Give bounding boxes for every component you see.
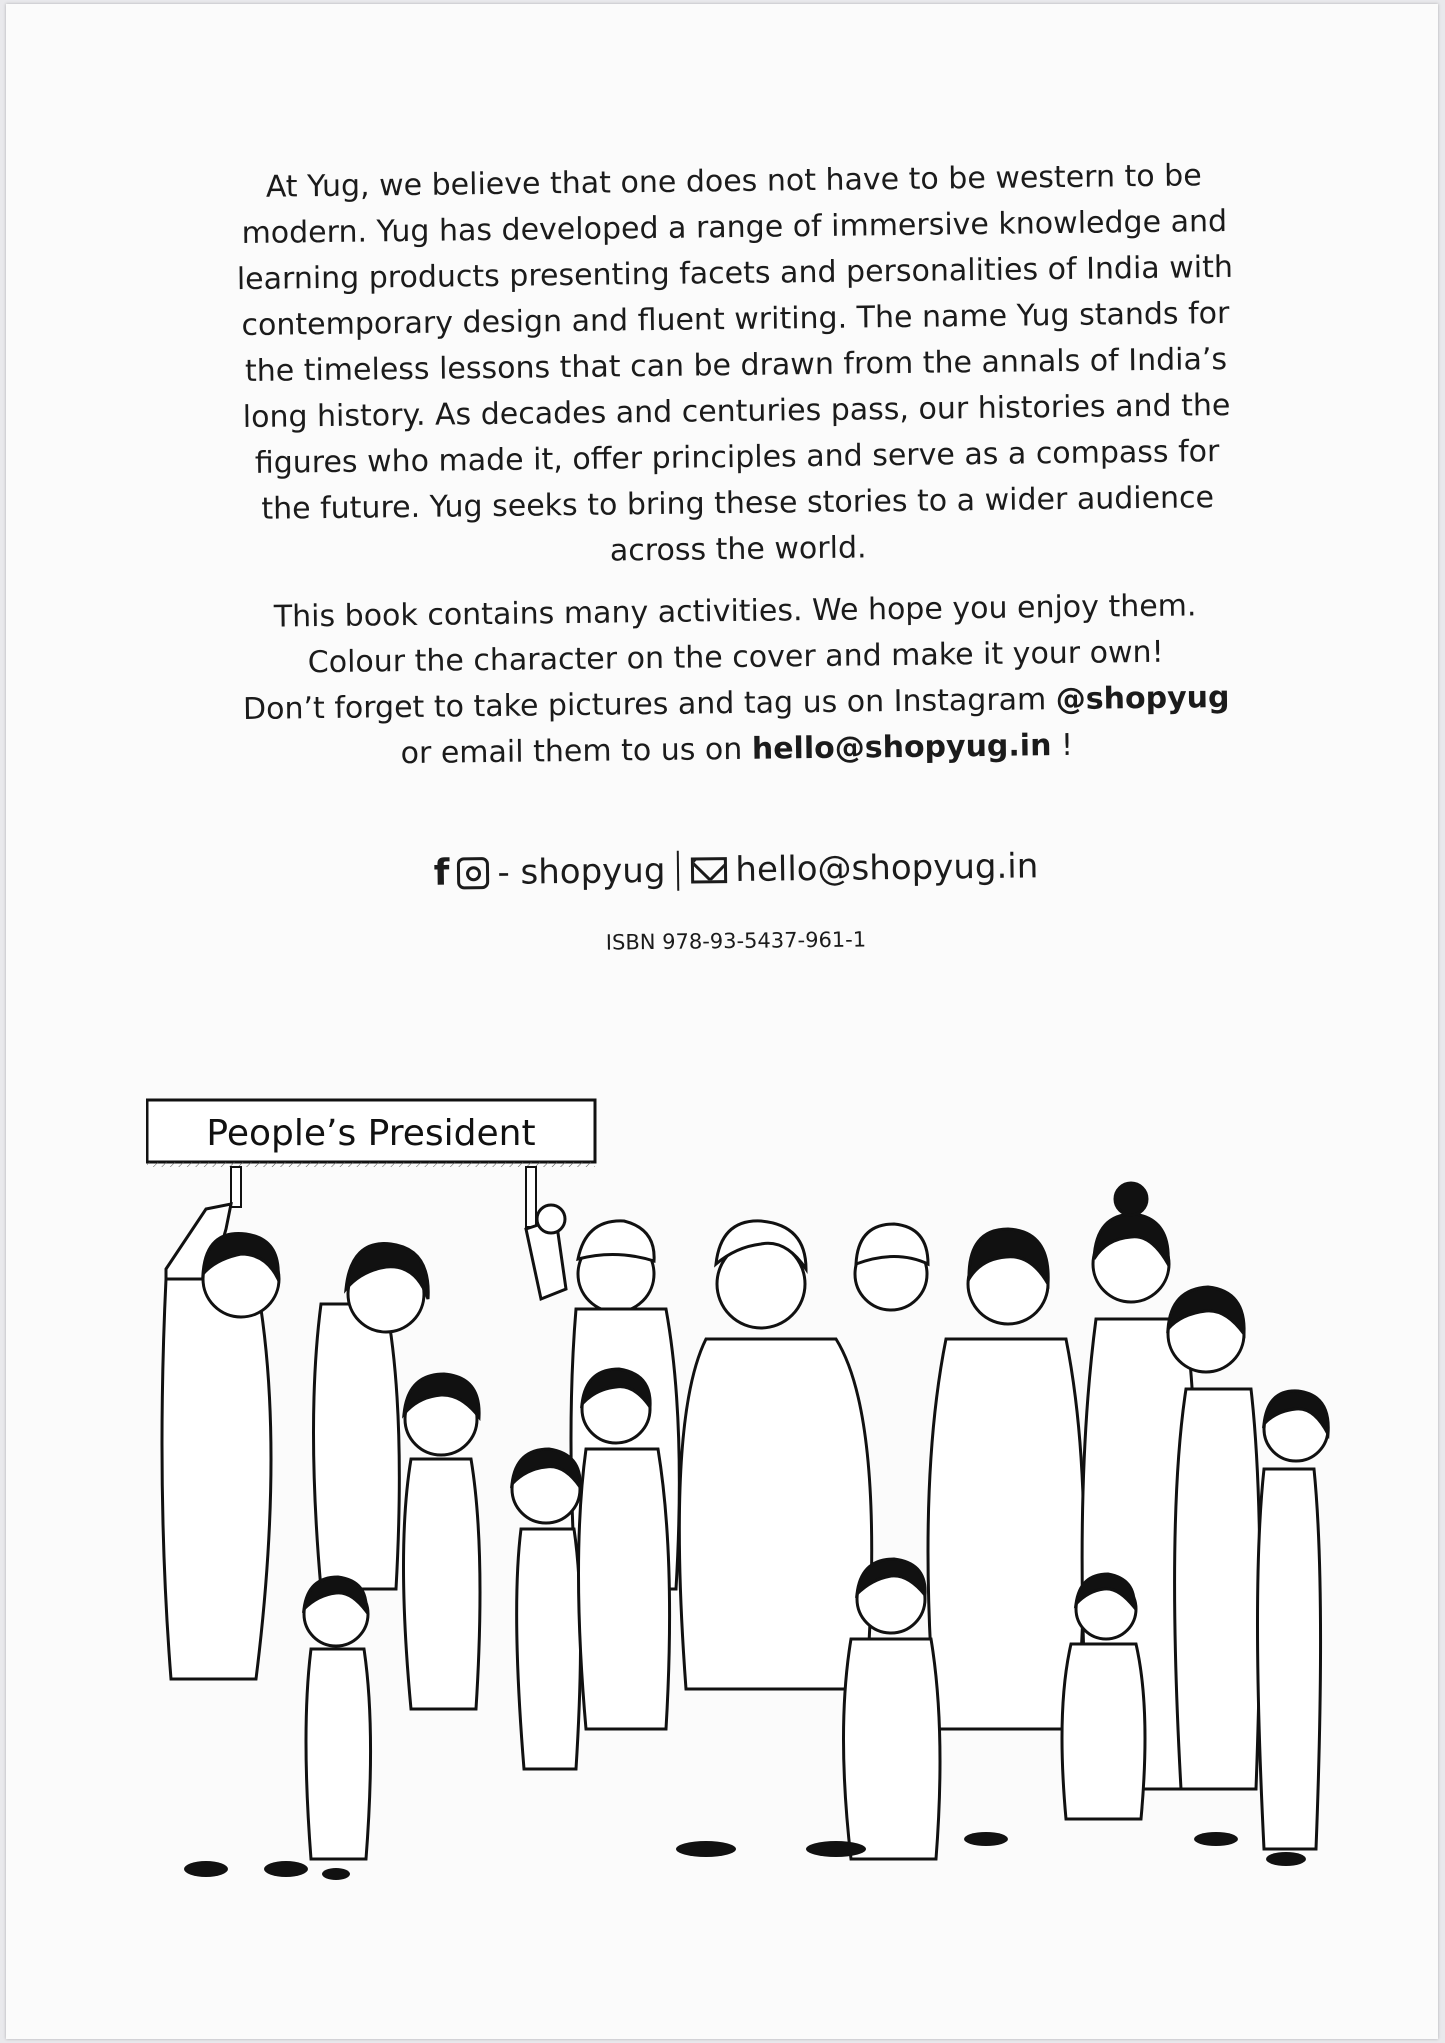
social-links — [386, 845, 1086, 895]
divider — [677, 850, 679, 890]
activities-line-2: Colour the character on the cover and make it your own! — [307, 634, 1164, 681]
sign-text: People’s President — [206, 1113, 536, 1154]
social-handle: - shopyug — [497, 850, 666, 893]
activities-paragraph — [235, 583, 1237, 779]
activities-line-1: This book contains many activities. We hope you enjoy them. — [273, 588, 1197, 635]
mail-icon[interactable] — [691, 857, 727, 883]
about-text: At Yug, we believe that one does not have to be western to be modern. Yug has developed a range of immersive knowledge and learning products presenting facets and personalities of India with contemporary design and fluent writing. The name Yug stands for the timeless lessons that can be drawn from the annals of India’s long history. As decades and centuries pass, our histories and the figures who made it, offer principles and serve as a compass for the future. Yug seeks to bring these stories to a wider audience across the world. — [236, 158, 1234, 569]
instagram-handle[interactable]: @shopyug — [1055, 679, 1230, 718]
crowd-illustration — [146, 1089, 1376, 1889]
isbn: ISBN 978-93-5437-961-1 — [605, 927, 867, 955]
about-yug-paragraph — [234, 153, 1239, 579]
facebook-icon[interactable]: f — [433, 852, 450, 894]
activities-line-4-prefix: or email them to us on — [400, 731, 743, 772]
contact-email[interactable]: hello@shopyug.in — [751, 728, 1052, 767]
instagram-icon[interactable] — [457, 857, 489, 889]
back-cover-page — [6, 4, 1438, 2039]
social-email[interactable]: hello@shopyug.in — [735, 845, 1039, 890]
activities-line-4-suffix: ! — [1060, 727, 1074, 764]
activities-line-3-prefix: Don’t forget to take pictures and tag us on Instagram — [242, 682, 1047, 728]
